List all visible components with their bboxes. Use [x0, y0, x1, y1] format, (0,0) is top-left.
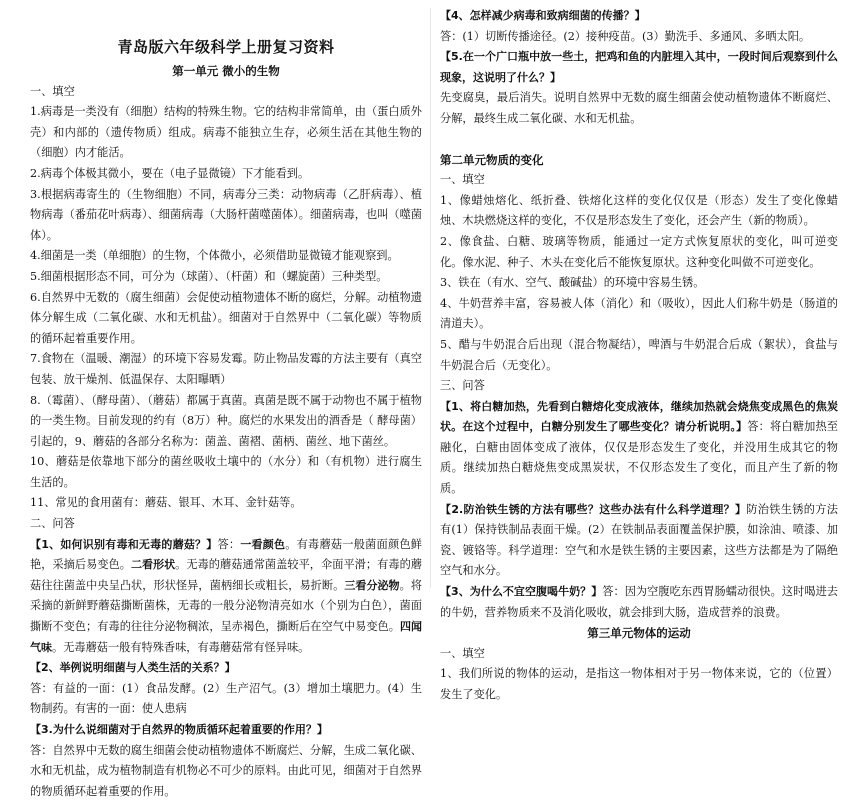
unit1-fill-item: 3.根据病毒寄生的（生物细胞）不同，病毒分三类：动物病毒（乙肝病毒）、植物病毒（番茄花叶病毒）、细菌病毒（大肠杆菌噬菌体）。细菌病毒，也叫（噬菌体）。 [30, 187, 422, 242]
left-column [30, 36, 422, 798]
unit3-fill-label: 一、填空 [440, 646, 485, 660]
unit1-q1-title: 【1、如何识别有毒和无毒的蘑菇？】 [30, 537, 218, 551]
unit1-heading: 第一单元 微小的生物 [172, 64, 280, 78]
section-gap [440, 130, 838, 150]
unit1-q1-method2: 二看形状 [131, 558, 176, 572]
unit2-heading: 第二单元物质的变化 [440, 152, 544, 167]
unit2-q2 [440, 500, 838, 582]
unit1-q1-text1: 。有毒蘑菇一般菌面颜色鲜艳，采摘后易变色。 [30, 537, 422, 572]
unit1-q4-title [440, 6, 838, 27]
unit1-q3-answer: 答：自然界中无数的腐生细菌会使动植物遗体不断腐烂、分解，生成二氧化碳、水和无机盐，成为植物制造有机物必不可少的原料。由此可见，细菌对于自然界的物质循环起着重要的作用。 [30, 743, 422, 798]
unit1-q4-title-text: 【4、怎样减少病毒和致病细菌的传播？】 [440, 9, 646, 22]
unit1-fill-label: 一、填空 [30, 84, 75, 98]
unit2-q3 [440, 582, 838, 623]
unit1-fill-item: 11、常见的食用菌有：蘑菇、银耳、木耳、金针菇等。 [30, 496, 302, 510]
unit1-q3-title [30, 720, 422, 741]
unit1-fill-item: 8.（霉菌）、（酵母菌）、（蘑菇）都属于真菌。真菌是既不属于动物也不属于植物的一类生物。目前发现的约有（8万）种。腐烂的水果发出的酒香是（ 酵母菌）引起的，9、蘑菇的各部分名称为：菌盖、菌褶、菌柄、菌丝、地下菌丝。 [30, 393, 422, 448]
unit1-q5-title-text: 【5.在一个广口瓶中放一些土，把鸡和鱼的内脏埋入其中，一段时间后观察到什么现象，这说明了什么？】 [440, 50, 838, 84]
unit1-fill-item: 4.细菌是一类（单细胞）的生物，个体微小，必须借助显微镜才能观察到。 [30, 249, 399, 263]
unit2-fill-item: 1、像蜡烛熔化、纸折叠、铁熔化这样的变化仅仅是（形态）发生了变化像蜡烛、木块燃烧这样的变化，不仅是形态发生了变化，还会产生（新的物质）。 [440, 193, 838, 228]
unit1-fill-item: 6.自然界中无数的（腐生细菌）会促使动植物遗体不断的腐烂，分解。动植物遗体分解生成（二氧化碳、水和无机盐）。细菌对于自然界中（二氧化碳）等物质的循环起着重要作用。 [30, 290, 422, 345]
unit2-fill-label: 一、填空 [440, 173, 485, 187]
unit1-q1-text4: 。无毒蘑菇一般有特殊香味，有毒蘑菇常有怪异味。 [52, 640, 310, 654]
unit2-fill-item: 3、铁在（有水、空气、酸碱盐）的环境中容易生锈。 [440, 276, 705, 290]
unit2-q3-answer: 答：因为空腹吃东西胃肠蠕动很快。这时喝进去的牛奶，营养物质来不及消化吸收，就会排到大肠，造成营养的浪费。 [440, 585, 838, 619]
unit2-q1 [440, 397, 838, 500]
unit1-q1-method1: 一看颜色 [240, 537, 286, 551]
unit1-fill-item: 10、蘑菇是依靠地下部分的菌丝吸收土壤中的（水分）和（有机物）进行腐生生活的。 [30, 455, 422, 489]
unit3-heading: 第三单元物体的运动 [587, 626, 691, 641]
unit2-q1-title: 【1、将白糖加热，先看到白糖熔化变成液体，继续加热就会烧焦变成黑色的焦炭状。在这个过程中，白糖分别发生了哪些变化？请分析说明。】 [440, 399, 838, 434]
document-title: 青岛版六年级科学上册复习资料 [117, 38, 335, 56]
unit2-fill-item: 5、醋与牛奶混合后出现（混合物凝结），啤酒与牛奶混合后成（絮状），食盐与牛奶混合后（无变化）。 [440, 337, 838, 372]
unit1-qa-label: 二、问答 [30, 517, 75, 531]
right-column [440, 6, 838, 701]
unit1-fill-item: 7.食物在（温暖、潮湿）的环境下容易发霉。防止物品发霉的方法主要有（真空包装、放干燥剂、低温保存、太阳曝晒） [30, 352, 422, 386]
unit2-fill-item: 2、像食盐、白糖、玻璃等物质，能通过一定方式恢复原状的变化，叫可逆变化。像水泥、种子、木头在变化后不能恢复原状。这种变化叫做不可逆变化。 [440, 234, 838, 269]
unit1-q3-title-text: 【3.为什么说细菌对于自然界的物质循环起着重要的作用？】 [30, 723, 328, 736]
unit1-q2-title-text: 【2、举例说明细菌与人类生活的关系？】 [30, 661, 236, 675]
unit1-q1-text3: 。将采摘的新鲜野蘑菇撕断菌株，无毒的一般分泌物清亮如水（个别为白色），菌面撕断不变色；有毒的往往分泌物稠浓，呈赤褐色，撕断后在空气中易变色。 [30, 578, 422, 634]
unit1-q5-answer: 先变腐臭，最后消失。说明自然界中无数的腐生细菌会使动植物遗体不断腐烂、分解，最终生成二氧化碳、水和无机盐。 [440, 91, 838, 125]
unit2-q1-answer: 答：将白糖加热至融化，白糖由固体变成了液体，仅仅是形态发生了变化，并没用生成其它的物质。继续加热白糖烧焦变成黑炭状，不仅形态发生了变化，而且产生了新的物质。 [440, 420, 838, 496]
unit1-q2-answer: 答：有益的一面：(1）食品发酵。(2）生产沼气。(3）增加土壤肥力。(4）生物制药。有害的一面：使人患病 [30, 681, 422, 716]
unit2-q2-title: 【2.防治铁生锈的方法有哪些？这些办法有什么科学道理？】 [440, 502, 747, 516]
unit1-q2-title [30, 658, 422, 679]
column-divider [430, 8, 431, 588]
unit1-q1-method3: 三看分泌物 [344, 578, 400, 592]
unit1-q1-method4: 四闻气味 [30, 620, 422, 654]
unit1-fill-item: 5.细菌根据形态不同，可分为（球菌）、（杆菌）和（螺旋菌）三种类型。 [30, 269, 388, 283]
unit1-q4-answer: 答：(1）切断传播途径。(2）接种疫苗。(3）勤洗手、多通风、多晒太阳。 [440, 29, 811, 43]
unit2-q2-answer: 防治铁生锈的方法有(1）保持铁制品表面干燥。(2）在铁制品表面覆盖保护膜，如涂油、喷漆、加瓷、镀铬等。科学道理：空气和水是铁生锈的主要因素，这些方法都是为了隔绝空气和水分。 [440, 502, 838, 578]
unit3-fill-item: 1、我们所说的物体的运动，是指这一物体相对于另一物体来说，它的（位置）发生了变化。 [440, 667, 838, 701]
unit1-fill-item: 2.病毒个体极其微小，要在（电子显微镜）下才能看到。 [30, 166, 310, 180]
unit1-q1-text2: 。无毒的蘑菇通常菌盖较平，伞面平滑；有毒的蘑菇往往菌盖中央呈凸状，形状怪异，菌柄细长或粗长，易折断。 [30, 558, 422, 592]
unit1-fill-item: 1.病毒是一类没有（细胞）结构的特殊生物。它的结构非常简单，由（蛋白质外壳）和内部的（遗传物质）组成。病毒不能独立生存，必须生活在其他生物的（细胞）内才能活。 [30, 105, 422, 160]
unit1-q1-answer-prefix: 答： [217, 537, 241, 551]
unit2-fill-item: 4、牛奶营养丰富，容易被人体（消化）和（吸收），因此人们称牛奶是（肠道的清道夫）。 [440, 296, 838, 331]
unit2-q3-title: 【3、为什么不宜空腹喝牛奶？】 [440, 585, 603, 599]
unit1-q5-title [440, 47, 838, 88]
unit2-qa-label: 三、问答 [440, 379, 485, 393]
unit1-q1 [30, 535, 422, 659]
